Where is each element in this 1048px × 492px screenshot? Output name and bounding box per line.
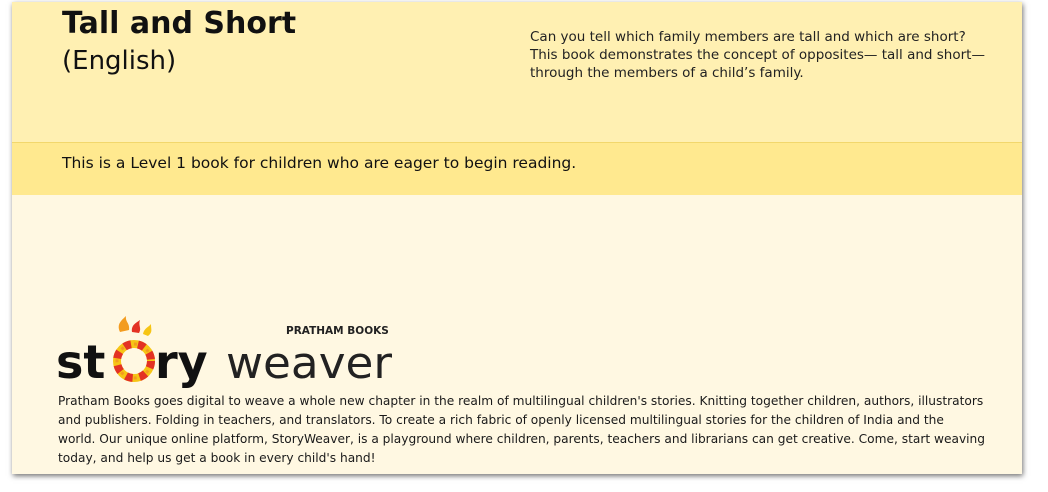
svg-text:ry: ry xyxy=(155,335,208,388)
about-line: today, and help us get a book in every child's hand! xyxy=(58,451,376,465)
reading-level-band xyxy=(12,142,1022,195)
svg-text:st: st xyxy=(56,335,106,388)
book-title: Tall and Short xyxy=(62,6,297,41)
about-line: world. Our unique online platform, StoryWeaver, is a playground where children, parents, teachers and librarians can get creative. Come, start weaving xyxy=(58,432,986,446)
book-description xyxy=(530,28,1000,82)
pratham-books-label: PRATHAM BOOKS xyxy=(286,325,389,337)
about-storyweaver xyxy=(58,392,988,468)
woven-o-icon xyxy=(117,344,151,378)
reading-level-text: This is a Level 1 book for children who are eager to begin reading. xyxy=(62,154,577,172)
description-line: Can you tell which family members are tall and which are short? xyxy=(530,29,966,45)
book-back-cover xyxy=(12,2,1022,474)
flame-icon xyxy=(119,316,152,336)
svg-text:weaver: weaver xyxy=(226,338,393,388)
description-line: through the members of a child’s family. xyxy=(530,65,804,81)
storyweaver-logo xyxy=(54,314,394,388)
about-line: and publishers. Folding in teachers, and translators. To create a rich fabric of openly licensed multilingual stories for the children of India and the xyxy=(58,413,944,427)
book-info-band xyxy=(12,2,1022,142)
about-line: Pratham Books goes digital to weave a whole new chapter in the realm of multilingual children's stories. Knitting together children, authors, illustrators xyxy=(58,394,984,408)
book-language: (English) xyxy=(62,46,177,76)
description-line: This book demonstrates the concept of opposites— tall and short— xyxy=(530,47,985,63)
